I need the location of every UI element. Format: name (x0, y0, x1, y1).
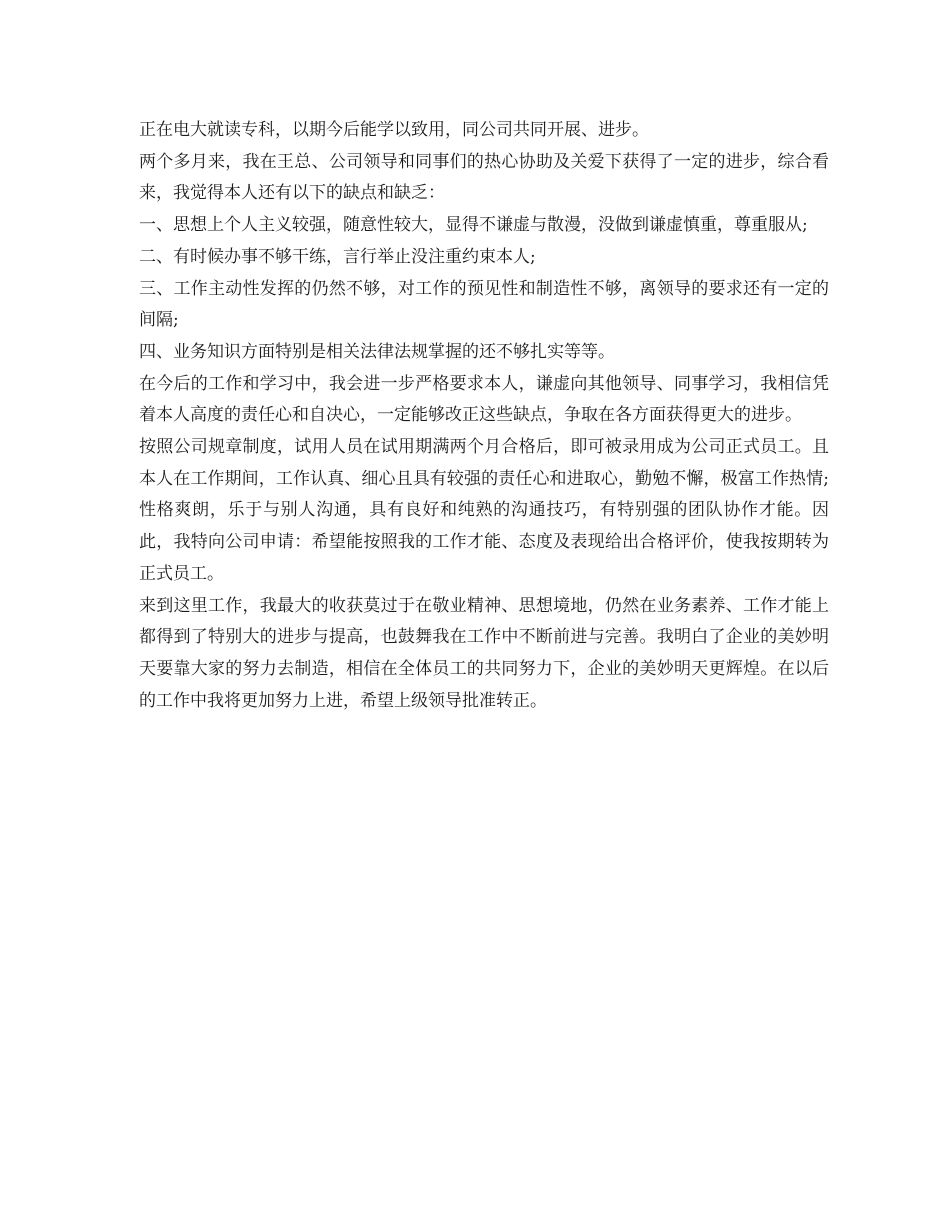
paragraph-7: 在今后的工作和学习中，我会进一步严格要求本人，谦虚向其他领导、同事学习，我相信凭着本人高度的责任心和自决心，一定能够改正这些缺点，争取在各方面获得更大的进步。 (139, 373, 829, 426)
paragraph-2: 两个多月来，我在王总、公司领导和同事们的热心协助及关爱下获得了一定的进步，综合看来，我觉得本人还有以下的缺点和缺乏： (139, 151, 829, 204)
paragraph-9: 来到这里工作，我最大的收获莫过于在敬业精神、思想境地，仍然在业务素养、工作才能上都得到了特别大的进步与提高，也鼓舞我在工作中不断前进与完善。我明白了企业的美妙明天要靠大家的努力去制造，相信在全体员工的共同努力下，企业的美妙明天更辉煌。在以后的工作中我将更加努力上进，希望上级领导批准转正。 (139, 595, 829, 711)
paragraph-1: 正在电大就读专科，以期今后能学以致用，同公司共同开展、进步。 (139, 120, 649, 140)
paragraph-4: 二、有时候办事不够干练，言行举止没注重约束本人; (139, 246, 536, 267)
paragraph-3: 一、思想上个人主义较强，随意性较大，显得不谦虚与散漫，没做到谦虚慎重，尊重服从; (139, 215, 808, 236)
paragraph-8: 按照公司规章制度，试用人员在试用期满两个月合格后，即可被录用成为公司正式员工。且本人在工作期间，工作认真、细心且具有较强的责任心和进取心，勤勉不懈，极富工作热情;性格爽朗，乐于与别人沟通，具有良好和纯熟的沟通技巧，有特别强的团队协作才能。因此，我特向公司申请：希望能按照我的工作才能、态度及表现给出合格评价，使我按期转为正式员工。 (139, 437, 829, 584)
document-body (139, 115, 829, 717)
paragraph-5: 三、工作主动性发挥的仍然不够，对工作的预见性和制造性不够，离领导的要求还有一定的间隔; (139, 278, 829, 331)
paragraph-6: 四、业务知识方面特别是相关法律法规掌握的还不够扎实等等。 (139, 341, 615, 362)
